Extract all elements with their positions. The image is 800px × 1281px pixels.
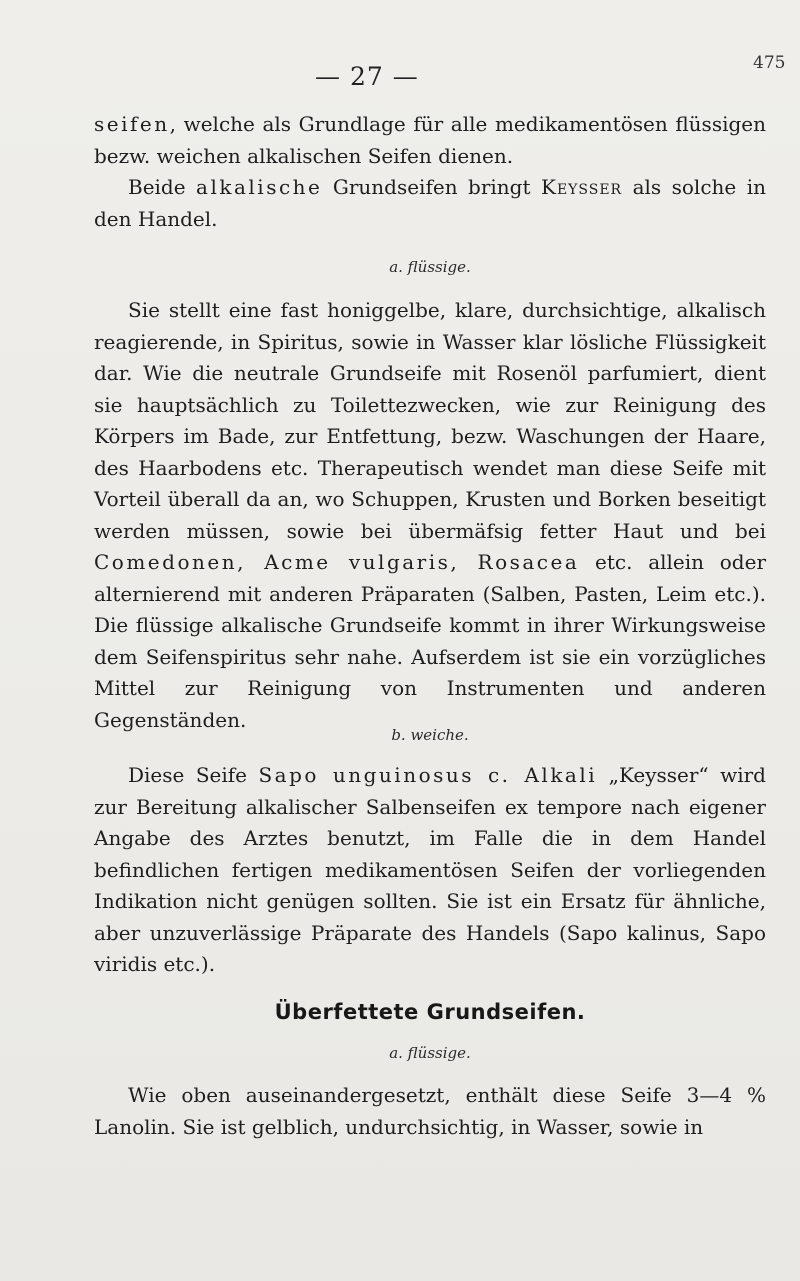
paragraph <box>94 172 766 235</box>
subheading-fluessige-2: a. flüssige. <box>389 1044 471 1062</box>
emphasized-terms: Sapo unguinosus c. Alkali <box>258 763 598 787</box>
page-header <box>0 53 800 92</box>
paragraph-text: etc. allein oder alternierend mit anderen Präparaten (Salben, Pasten, Leim etc.). Die flüssige alkalische Grundseife kommt in ihrer Wirkungsweise dem Seifenspiritus sehr nahe. Aufserdem ist sie ein vorzügliches Mittel zur Reinigung von Instrumenten und anderen Gegenständen. <box>94 550 767 732</box>
page-number: — 27 — <box>315 62 419 91</box>
author-name: Keysser <box>541 175 623 199</box>
text-block-ueberfettet <box>94 1080 766 1143</box>
paragraph-text: Beide <box>128 175 197 199</box>
paragraph-text: „Keysser“ wird zur Bereitung alkalischer Salbenseifen ex tempore nach eigener Angabe des Arztes benutzt, im Falle die in dem Handel befindlichen fertigen medikamentösen Seifen der vorliegenden Indikation nicht genügen sollten. Sie ist ein Ersatz für ähnliche, aber unzuverlässige Präparate des Handels (Sapo kalinus, Sapo viridis etc.). <box>94 763 766 976</box>
paragraph-text: , welche als Grundlage für alle medikamentösen flüssigen bezw. weichen alkalischen Seifen dienen. <box>94 112 766 168</box>
paragraph-text: Grundseifen bringt <box>322 175 541 199</box>
section-title: Überfettete Grundseifen. <box>274 1000 586 1024</box>
text-block-intro <box>94 109 766 235</box>
emphasized-word: seifen <box>94 112 170 136</box>
subheading-weiche: b. weiche. <box>391 726 469 744</box>
paragraph <box>94 295 766 736</box>
paragraph <box>94 109 766 172</box>
paragraph-text: als solche in den Handel. <box>94 175 766 231</box>
paragraph <box>94 760 766 981</box>
paragraph: Wie oben auseinandergesetzt, enthält diese Seife 3—4 % Lanolin. Sie ist gelblich, undurchsichtig, in Wasser, sowie in <box>94 1083 766 1139</box>
text-block-fluessige <box>94 295 766 736</box>
folio-number: 475 <box>753 53 786 73</box>
paragraph-text: Sie stellt eine fast honiggelbe, klare, durchsichtige, alkalisch reagierende, in Spiritus, sowie in Wasser klar lösliche Flüssigkeit dar. Wie die neutrale Grundseife mit Rosenöl parfumiert, dient sie hauptsächlich zu Toilettezwecken, wie zur Reinigung des Körpers im Bade, zur Entfettung, bezw. Waschungen der Haare, des Haarbodens etc. Therapeutisch wendet man diese Seife mit Vorteil überall da an, wo Schuppen, Krusten und Borken beseitigt werden müssen, sowie bei übermäfsig fetter Haut und bei <box>94 298 766 543</box>
emphasized-word: alkalische <box>196 175 323 199</box>
emphasized-terms: Comedonen, Acme vulgaris, Rosacea <box>94 550 580 574</box>
subheading-fluessige: a. flüssige. <box>389 258 471 276</box>
paragraph-text: Diese Seife <box>128 763 259 787</box>
text-block-weiche <box>94 760 766 981</box>
